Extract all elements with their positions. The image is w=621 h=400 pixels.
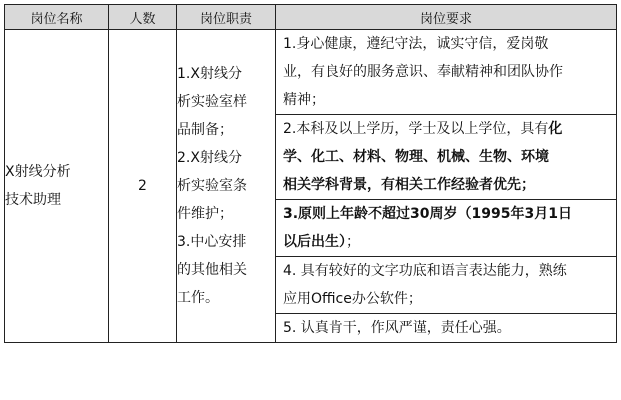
requirement-line: 精神； xyxy=(283,92,325,108)
job-table xyxy=(4,4,617,343)
requirement-item-3 xyxy=(276,200,616,257)
requirement-emphasis: 化 xyxy=(548,121,563,137)
header-count: 人数 xyxy=(109,5,177,30)
duty-line: 2.X射线分 xyxy=(177,150,242,166)
requirement-emphasis: 以后出生） xyxy=(283,234,346,250)
duty-line: 3.中心安排 xyxy=(177,234,247,250)
requirement-item-1 xyxy=(276,30,616,115)
requirement-line: 4. 具有较好的文字功底和语言表达能力，熟练 xyxy=(283,263,567,279)
header-duties: 岗位职责 xyxy=(177,5,276,30)
duty-line: 件维护； xyxy=(177,206,233,222)
duty-line: 的其他相关 xyxy=(177,262,247,278)
duties-cell xyxy=(177,30,276,343)
position-name-cell xyxy=(5,30,109,343)
requirement-text: 2.本科及以上学历，学士及以上学位，具有 xyxy=(283,121,549,137)
requirement-line: 1.身心健康，遵纪守法，诚实守信，爱岗敬 xyxy=(283,36,549,52)
requirement-text: ； xyxy=(346,234,360,250)
position-name-line: X射线分析 xyxy=(5,164,71,180)
duty-line: 工作。 xyxy=(177,290,219,306)
requirement-line: 学、化工、材料、物理、机械、生物、环境 xyxy=(283,149,549,165)
requirement-line: 相关学科背景，有相关工作经验者优先； xyxy=(283,177,535,193)
requirement-line: 应用Office办公软件； xyxy=(283,291,422,307)
headcount-cell: 2 xyxy=(109,30,177,343)
header-position-name: 岗位名称 xyxy=(5,5,109,30)
requirement-item-5: 5. 认真肯干，作风严谨，责任心强。 xyxy=(283,320,511,336)
requirements-cell xyxy=(276,30,617,343)
requirement-item-4 xyxy=(276,257,616,314)
table-row xyxy=(5,30,617,343)
duty-line: 析实验室样 xyxy=(177,94,247,110)
requirement-line xyxy=(283,228,612,256)
requirement-line xyxy=(283,115,612,143)
duty-line: 析实验室条 xyxy=(177,178,247,194)
requirement-line: 3.原则上年龄不超过30周岁（1995年3月1日 xyxy=(283,206,572,222)
requirement-line: 业，有良好的服务意识、奉献精神和团队协作 xyxy=(283,64,563,80)
duty-line: 品制备； xyxy=(177,122,233,138)
header-requirements: 岗位要求 xyxy=(276,5,617,30)
position-name-line: 技术助理 xyxy=(5,192,61,208)
requirement-item-2 xyxy=(276,115,616,200)
duty-line: 1.X射线分 xyxy=(177,66,242,82)
table-header-row xyxy=(5,5,617,30)
